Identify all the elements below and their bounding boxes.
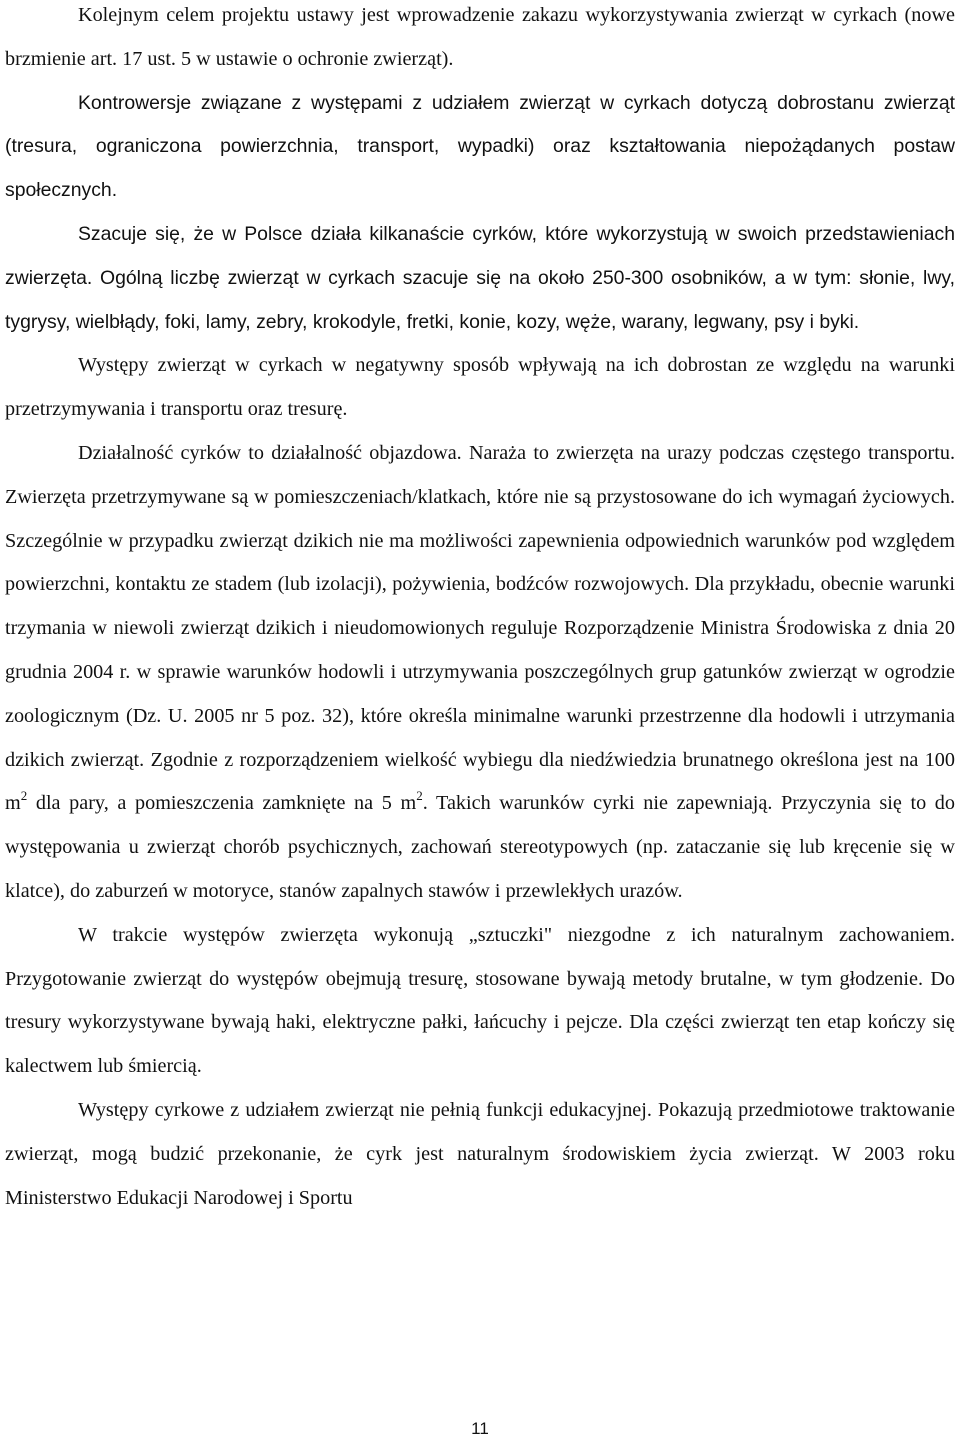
paragraph-project-goal: Kolejnym celem projektu ustawy jest wprowadzenie zakazu wykorzystywania zwierząt w cyrkach (nowe brzmienie art. 17 ust. 5 w ustawie o ochronie zwierząt). [5,4,955,70]
superscript-square-1: 2 [20,788,28,804]
paragraph-travelling-part2: dla pary, a pomieszczenia zamknięte na 5 m [27,792,417,815]
paragraph-controversies: Kontrowersje związane z występami z udziałem zwierząt w cyrkach dotyczą dobrostanu zwierząt (tresura, ograniczona powierzchnia, transport, wypadki) oraz kształtowania niepożądanych postaw społecznych. [5,91,955,202]
paragraph-circus-count-first-sentence: Szacuje się, że w Polsce działa kilkanaście cyrków, które wykorzystują w swoich przedstawieniach zwierzęta. [5,222,955,289]
paragraph-circus-count [5,213,955,344]
paragraph-circus-count-rest: Ogólną liczbę zwierząt w cyrkach szacuje się na około 250-300 osobników, a w tym: słonie, lwy, tygrysy, wielbłądy, foki, lamy, zebry, krokodyle, fretki, konie, kozy, węże, warany, legwany, psy i byki. [5,266,955,333]
paragraph-education: Występy cyrkowe z udziałem zwierząt nie pełnią funkcji edukacyjnej. Pokazują przedmiotowe traktowanie zwierząt, mogą budzić przekonanie, że cyrk jest naturalnym środowiskiem życia zwierząt. W 2003 roku Ministerstwo Edukacji Narodowej i Sportu [5,1098,955,1209]
page-number: 11 [471,1419,489,1438]
paragraph-welfare-impact: Występy zwierząt w cyrkach w negatywny sposób wpływają na ich dobrostan ze względu na warunki przetrzymywania i transportu oraz tresurę. [5,354,955,421]
document-page [5,0,955,1220]
paragraph-travelling-part1: Działalność cyrków to działalność objazdowa. Naraża to zwierzęta na urazy podczas częstego transportu. Zwierzęta przetrzymywane są w pomieszczeniach/klatkach, które nie są przystosowane do ich wymagań życiowych. Szczególnie w przypadku zwierząt dzikich nie ma możliwości zapewnienia odpowiednich warunków pod względem powierzchni, kontaktu ze stadem (lub izolacji), pożywienia, bodźców rozwojowych. Dla przykładu, obecnie warunki trzymania w niewoli zwierząt dzikich i nieudomowionych reguluje Rozporządzenie Ministra Środowiska z dnia 20 grudnia 2004 r. w sprawie warunków hodowli i utrzymywania poszczególnych grup gatunków zwierząt w ogrodzie zoologicznym (Dz. U. 2005 nr 5 poz. 32), które określa minimalne warunki przestrzenne dla hodowli i utrzymania dzikich zwierząt. Zgodnie z rozporządzeniem wielkość wybiegu dla niedźwiedzia brunatnego określona jest na 100 m [5,441,955,815]
paragraph-tricks-training: W trakcie występów zwierzęta wykonują „sztuczki" niezgodne z ich naturalnym zachowaniem. Przygotowanie zwierząt do występów obejmują tresurę, stosowane bywają metody brutalne, w tym głodzenie. Do tresury wykorzystywane bywają haki, elektryczne pałki, łańcuchy i pejcze. Dla części zwierząt ten etap kończy się kalectwem lub śmiercią. [5,923,955,1078]
paragraph-travelling-conditions [5,432,955,914]
paragraph-travelling-part3: . Takich warunków cyrki nie zapewniają. Przyczynia się to do występowania u zwierząt chorób psychicznych, zachowań stereotypowych (np. zataczanie się lub kręcenie się w klatce), do zaburzeń w motoryce, stanów zapalnych stawów i przewlekłych urazów. [5,792,955,902]
superscript-square-2: 2 [416,788,423,804]
